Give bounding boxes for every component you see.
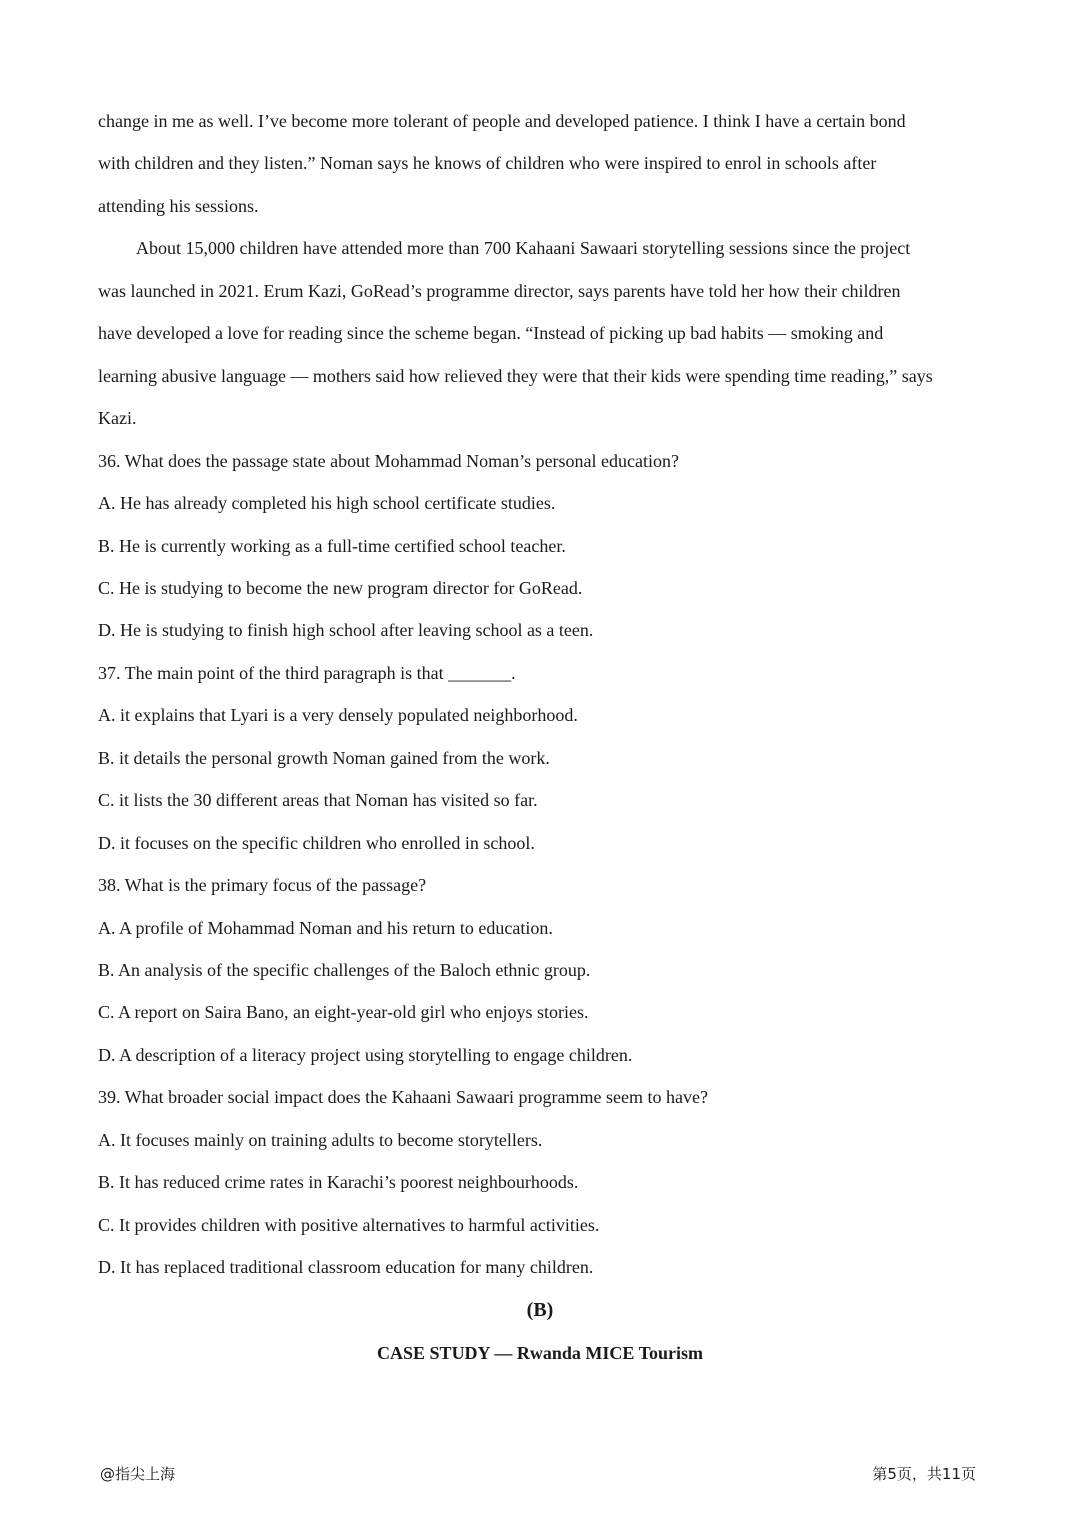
passage-line: with children and they listen.” Noman says he knows of children who were inspired to enrol in schools after [98,153,877,173]
question-stem: 39. What broader social impact does the Kahaani Sawaari programme seem to have? [98,1087,708,1107]
paragraph-line: Kazi. [98,408,137,428]
passage-line: change in me as well. I’ve become more tolerant of people and developed patience. I think I have a certain bond [98,111,906,131]
question-stem: 37. The main point of the third paragraph is that _______. [98,663,516,683]
answer-option: A. A profile of Mohammad Noman and his return to education. [98,918,553,938]
page-number: 第5页，共11页 [872,1465,976,1483]
answer-option: D. He is studying to finish high school after leaving school as a teen. [98,620,594,640]
answer-option: B. He is currently working as a full-time certified school teacher. [98,536,566,556]
answer-option: D. A description of a literacy project using storytelling to engage children. [98,1045,633,1065]
footer-watermark: @指尖上海 [100,1465,176,1483]
answer-option: A. He has already completed his high school certificate studies. [98,493,556,513]
question-stem: 38. What is the primary focus of the passage? [98,875,427,895]
answer-option: B. An analysis of the specific challenges of the Baloch ethnic group. [98,960,591,980]
section-label: (B) [526,1299,554,1321]
answer-option: A. It focuses mainly on training adults to become storytellers. [98,1130,543,1150]
answer-option: C. It provides children with positive alternatives to harmful activities. [98,1215,600,1235]
answer-option: B. It has reduced crime rates in Karachi’s poorest neighbourhoods. [98,1172,579,1192]
answer-option: C. A report on Saira Bano, an eight-year-old girl who enjoys stories. [98,1002,589,1022]
answer-option: A. it explains that Lyari is a very densely populated neighborhood. [98,705,578,725]
paragraph-line: was launched in 2021. Erum Kazi, GoRead’s programme director, says parents have told her how their children [98,281,901,301]
paragraph-line: learning abusive language — mothers said how relieved they were that their kids were spending time reading,” says [98,366,933,386]
answer-option: B. it details the personal growth Noman gained from the work. [98,748,550,768]
section-title: CASE STUDY — Rwanda MICE Tourism [377,1343,703,1363]
answer-option: C. it lists the 30 different areas that Noman has visited so far. [98,790,538,810]
answer-option: D. It has replaced traditional classroom education for many children. [98,1257,594,1277]
question-stem: 36. What does the passage state about Mohammad Noman’s personal education? [98,451,680,471]
answer-option: C. He is studying to become the new program director for GoRead. [98,578,583,598]
paragraph-line: have developed a love for reading since the scheme began. “Instead of picking up bad habits — smoking and [98,323,884,343]
paragraph-line: About 15,000 children have attended more than 700 Kahaani Sawaari storytelling sessions since the project [136,238,911,258]
passage-line: attending his sessions. [98,196,259,216]
answer-option: D. it focuses on the specific children who enrolled in school. [98,833,535,853]
